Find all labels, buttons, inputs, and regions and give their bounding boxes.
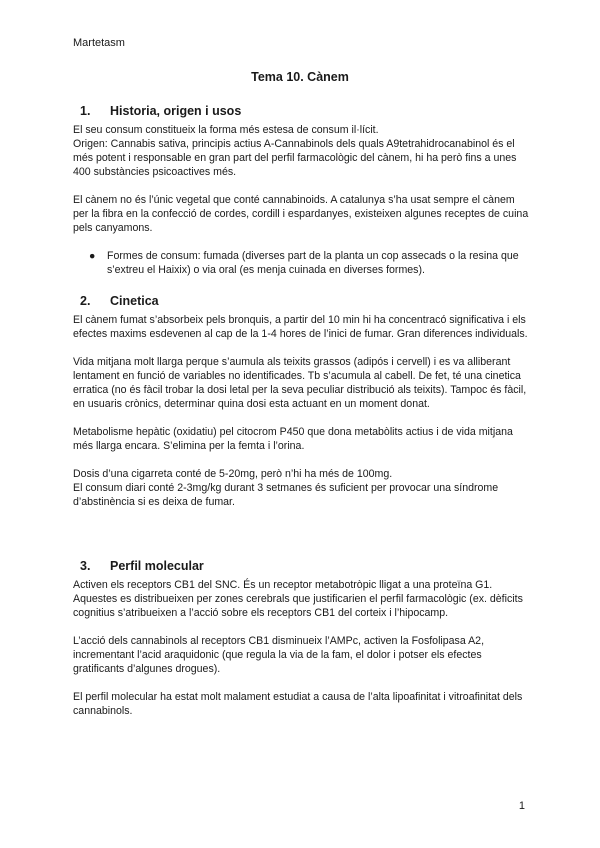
paragraph: El cànem fumat s’absorbeix pels bronquis, a partir del 10 min hi ha concentracó significativa i els efectes maxims esdevenen al cap de la 1-4 hores de l’inici de fumar. Gran diferences individuals. bbox=[73, 314, 528, 340]
paragraph: Dosis d’una cigarreta conté de 5-20mg, però n’hi ha més de 100mg. bbox=[73, 468, 393, 480]
paragraph: El perfil molecular ha estat molt malament estudiat a causa de l’alta lipoafinitat i vitroafinitat dels cannabinols. bbox=[73, 691, 523, 717]
list-item-text: Formes de consum: fumada (diverses part de la planta un cop assecads o la resina que s’extreu el Haixix) o via oral (es menja cuinada en diverses formes). bbox=[107, 250, 519, 276]
paragraph: L’acció dels cannabinols al receptors CB1 disminueix l’AMPc, activen la Fosfolipasa A2, incrementant l’acid araquidonic (que regula la via de la fam, el dolor i potser els efectes gratificants d’algunes drogues). bbox=[73, 635, 485, 675]
section-perfil-molecular bbox=[73, 559, 529, 718]
document-title: Tema 10. Cànem bbox=[251, 70, 349, 84]
section-number: 2. bbox=[80, 294, 91, 308]
section-number: 3. bbox=[80, 559, 91, 573]
section-title: Cinetica bbox=[110, 294, 159, 308]
section-title: Perfil molecular bbox=[110, 559, 204, 573]
paragraph: Origen: Cannabis sativa, principis actius A-Cannabinols dels quals A9tetrahidrocanabinol és el més potent i responsable en gran part del perfil farmacològic del cànem, hi ha però fins a unes 400 substàncies psicoactives més. bbox=[73, 138, 517, 178]
section-historia bbox=[73, 104, 529, 277]
section-title: Historia, origen i usos bbox=[110, 104, 242, 118]
bullet-icon: ● bbox=[89, 250, 96, 262]
paragraph: Metabolisme hepàtic (oxidatiu) pel citocrom P450 que dona metabòlits actius i de vida mitjana més llarga encara. S’elimina per la femta i l’orina. bbox=[73, 426, 513, 452]
paragraph: Activen els receptors CB1 del SNC. És un receptor metabotròpic lligat a una proteïna G1. Aquestes es distribueixen per zones cerebrals que justificarien el perfil farmacològic (ex. dèficits cognitius s’atribueixen a l’acció sobre els receptors CB1 del corteix i l’hipocamp. bbox=[73, 579, 523, 619]
section-cinetica bbox=[73, 294, 529, 509]
page-number: 1 bbox=[518, 800, 525, 812]
section-number: 1. bbox=[80, 104, 91, 118]
paragraph: Vida mitjana molt llarga perque s’aumula als teixits grassos (adipós i cervell) i es va alliberant lentament en funció de variables no identificades. Tb s’acumula al cabell. De fet, té una cinetica erratica (no és fàcil trobar la dosi letal per la seva peculiar distribució als teixits). Tampoc és fàcil, en usuaris crònics, determinar quina dosi esta actuant en un moment donat. bbox=[73, 356, 527, 410]
bullet-list bbox=[73, 249, 529, 277]
list-item bbox=[73, 249, 529, 277]
paragraph: El cànem no és l’únic vegetal que conté cannabinoids. A catalunya s’ha usat sempre el cànem per la fibra en la confecció de cordes, cordill i espardanyes, existeixen algunes receptes de cuina pels canyamons. bbox=[73, 194, 529, 234]
section-heading bbox=[73, 559, 529, 576]
page-header: Martetasm bbox=[73, 37, 125, 49]
paragraph: El seu consum constitueix la forma més estesa de consum il·lícit. bbox=[73, 124, 379, 136]
paragraph: El consum diari conté 2-3mg/kg durant 3 setmanes és suficient per provocar una síndrome d’abstinència si es deixa de fumar. bbox=[73, 482, 499, 508]
section-heading bbox=[73, 104, 529, 121]
section-heading bbox=[73, 294, 529, 311]
